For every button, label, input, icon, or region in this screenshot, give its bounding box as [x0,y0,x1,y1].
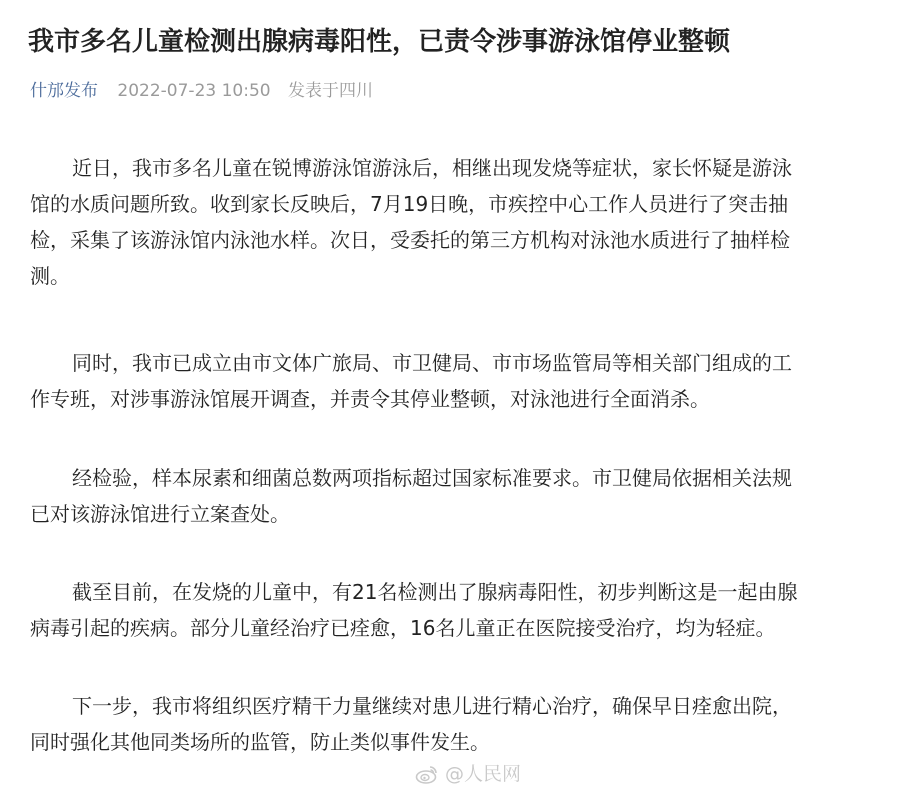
article-meta [30,78,373,104]
publish-time: 2022-07-23 10:50 [117,81,271,101]
paragraph-line: 截至目前，在发烧的儿童中，有21名检测出了腺病毒阳性，初步判断这是一起由腺 [72,580,798,604]
paragraph-line: 下一步，我市将组织医疗精干力量继续对患儿进行精心治疗，确保早日痊愈出院， [72,694,792,718]
article-title: 我市多名儿童检测出腺病毒阳性，已责令涉事游泳馆停业整顿 [28,27,731,57]
paragraph-line: 作专班，对涉事游泳馆展开调查，并责令其停业整顿，对泳池进行全面消杀。 [30,387,710,411]
paragraph-3 [30,460,880,532]
watermark-text: @人民网 [444,763,521,785]
paragraph-1 [30,150,880,294]
paragraph-line: 馆的水质问题所致。收到家长反映后，7月19日晚，市疾控中心工作人员进行了突击抽 [30,192,789,216]
paragraph-line: 已对该游泳馆进行立案查处。 [30,502,290,526]
paragraph-4 [30,574,880,646]
paragraph-2 [30,345,880,417]
paragraph-line: 病毒引起的疾病。部分儿童经治疗已痊愈，16名儿童正在医院接受治疗，均为轻症。 [30,616,776,640]
paragraph-line: 近日，我市多名儿童在锐博游泳馆游泳后，相继出现发烧等症状，家长怀疑是游泳 [72,156,792,180]
paragraph-5 [30,688,880,760]
watermark [415,762,521,786]
paragraph-line: 同时强化其他同类场所的监管，防止类似事件发生。 [30,730,490,754]
weibo-icon [415,764,439,784]
paragraph-line: 测。 [30,264,70,288]
publish-location: 发表于四川 [288,81,374,101]
paragraph-line: 经检验，样本尿素和细菌总数两项指标超过国家标准要求。市卫健局依据相关法规 [72,466,792,490]
paragraph-line: 检，采集了该游泳馆内泳池水样。次日，受委托的第三方机构对泳池水质进行了抽样检 [30,228,790,252]
source-link[interactable]: 什邡发布 [30,81,98,101]
paragraph-line: 同时，我市已成立由市文体广旅局、市卫健局、市市场监管局等相关部门组成的工 [72,351,792,375]
